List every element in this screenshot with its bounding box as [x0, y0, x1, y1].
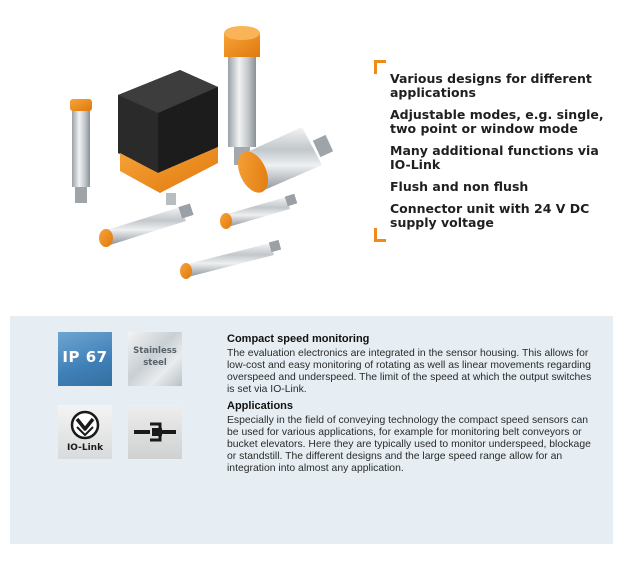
feature-item: Many additional functions via IO-Link — [390, 143, 599, 172]
feature-item: Connector unit with 24 V DC supply voltage — [390, 201, 590, 230]
section-heading-applications: Applications — [227, 400, 294, 412]
bracket-bottom-decoration — [374, 228, 386, 242]
sensor-horizontal-middle — [99, 203, 194, 247]
sensor-product-image — [40, 15, 340, 295]
io-link-icon — [58, 405, 112, 459]
section-heading-speed-monitoring: Compact speed monitoring — [227, 333, 370, 345]
info-panel — [10, 316, 613, 544]
ip67-badge-icon — [58, 332, 112, 386]
feature-item: Flush and non flush — [390, 179, 529, 194]
stainless-steel-label: Stainless steel — [133, 346, 177, 368]
sensor-horizontal-right — [220, 194, 297, 229]
feature-item: Adjustable modes, e.g. single, two point or window mode — [390, 107, 604, 136]
sensor-square-housing — [118, 70, 218, 205]
io-link-label: IO-Link — [66, 443, 104, 453]
stainless-steel-badge-icon — [128, 332, 182, 386]
feature-callout — [374, 60, 614, 252]
info-text-block — [227, 333, 597, 479]
section-body-applications: Especially in the field of conveying technology the compact speed sensors can be used for various applications, for example for monitoring belt conveyors or bucket elevators. Here they are typically used to monitor underspeed, blockage or standstill. The different designs and the large speed range allow for an integration into almost any application. — [227, 415, 591, 474]
sensor-horizontal-bottom — [180, 240, 281, 279]
sensor-tall-vertical — [224, 26, 260, 165]
connector-icon — [128, 405, 182, 459]
bracket-top-decoration — [374, 60, 386, 74]
ip67-label: IP 67 — [62, 348, 108, 366]
section-body-speed-monitoring: The evaluation electronics are integrated in the sensor housing. This allows for low-cost and easy monitoring of rotating as well as linear movements regarding overspeed and underspeed. The limit of the speed at which the output switches is set via IO-Link. — [227, 348, 592, 395]
sensor-small-vertical — [70, 99, 92, 203]
feature-item: Various designs for different applications — [390, 71, 592, 100]
feature-list — [390, 72, 605, 238]
